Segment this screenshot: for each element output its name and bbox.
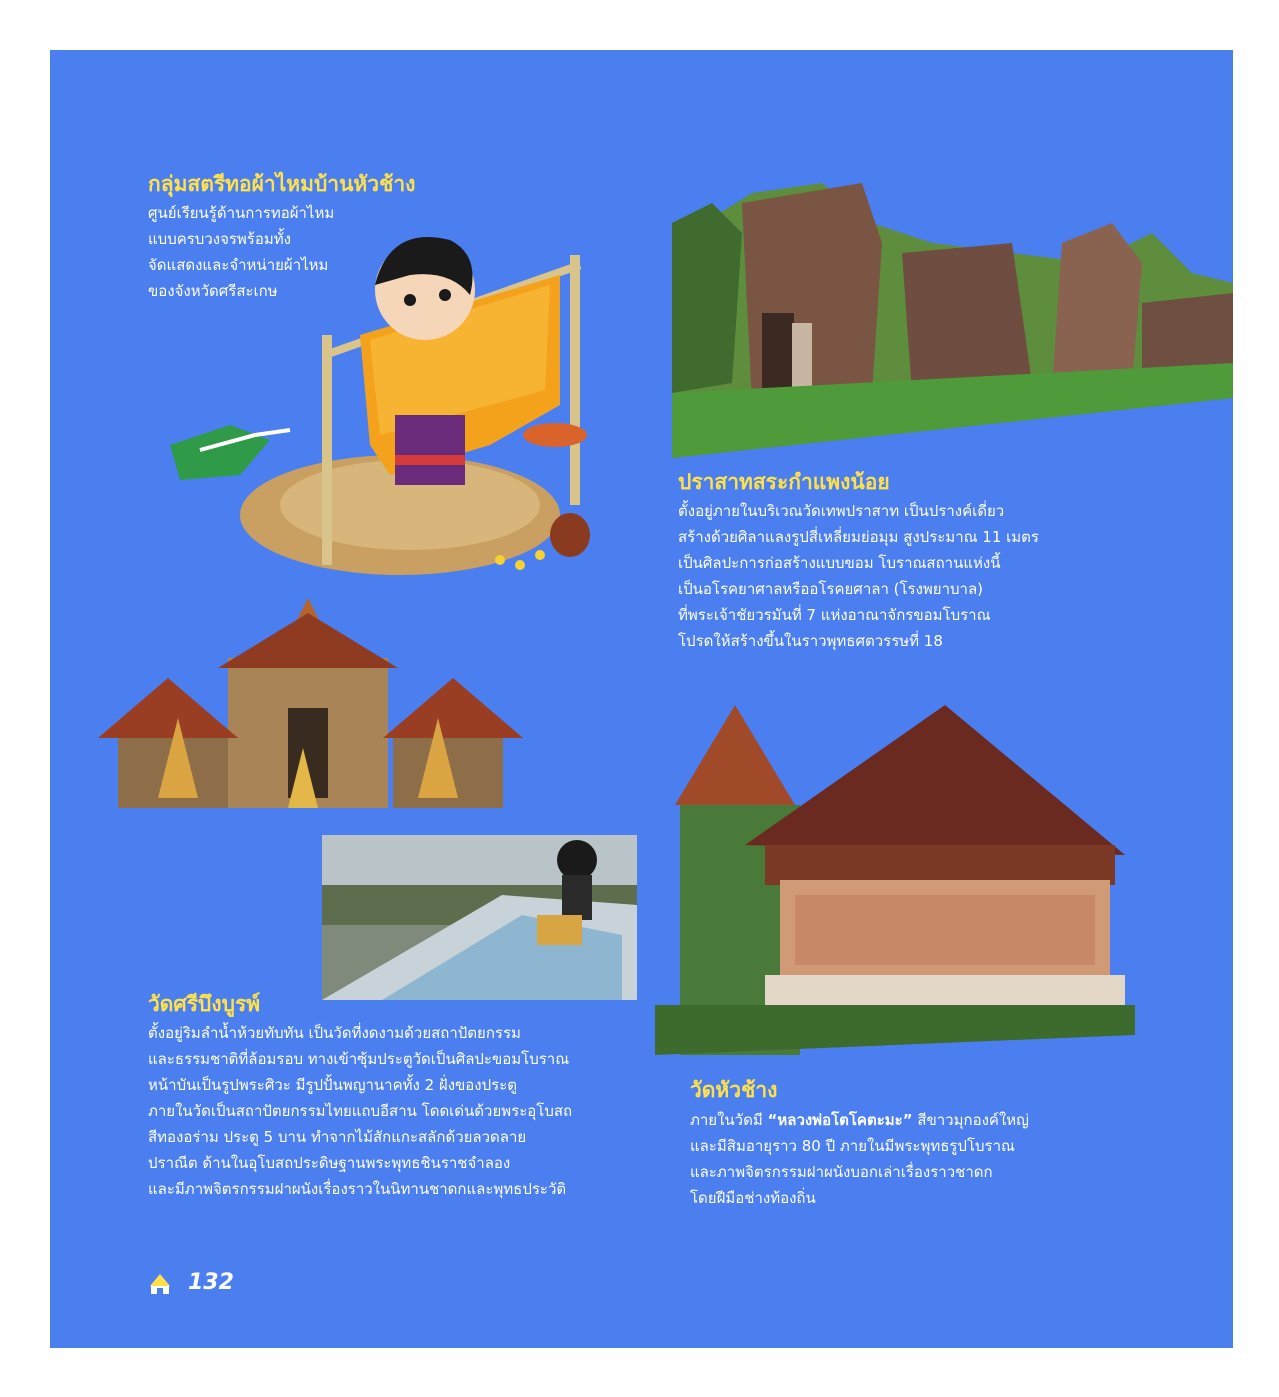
text-line: สร้างด้วยศิลาแลงรูปสี่เหลี่ยมย่อมุม สูงประมาณ 11 เมตร (678, 528, 1039, 546)
text-line: จัดแสดงและจำหน่ายผ้าไหม (148, 256, 329, 274)
text-line: แบบครบวงจรพร้อมทั้ง (148, 230, 291, 248)
text-fragment: ภายในวัดมี (690, 1111, 768, 1129)
text-fragment: สีขาวมุกองค์ใหญ่ (912, 1111, 1029, 1129)
section-title-weaving-group: กลุ่มสตรีทอผ้าไหมบ้านหัวช้าง (148, 172, 416, 196)
text-line: ภายในวัดเป็นสถาปัตยกรรมไทยแถบอีสาน โดดเด่นด้วยพระอุโบสถ (148, 1102, 573, 1120)
text-line: ศูนย์เรียนรู้ด้านการทอผ้าไหม (148, 204, 335, 222)
text-line: โดยฝีมือช่างท้องถิ่น (690, 1189, 816, 1207)
wat-si-bueng-burapha-photo (98, 598, 523, 826)
text-line: ตั้งอยู่ริมลำน้ำห้วยทับทัน เป็นวัดที่งดงามด้วยสถาปัตยกรรม (148, 1024, 521, 1042)
prasat-photo (672, 183, 1233, 458)
section-text-wat-si-bueng-burapha (148, 1020, 572, 1202)
text-line: เป็นอโรคยาศาลหรืออโรคยศาลา (โรงพยาบาล) (678, 580, 984, 598)
buddha-name: “หลวงพ่อโตโคตะมะ” (767, 1111, 913, 1129)
text-line: และมีสิมอายุราว 80 ปี ภายในมีพระพุทธรูปโบราณ (690, 1137, 1015, 1155)
river-mosaic-photo (322, 805, 637, 1000)
section-title-wat-hua-chang: วัดหัวช้าง (690, 1078, 778, 1102)
text-line: ปราณีต ด้านในอุโบสถประดิษฐานพระพุทธชินราชจำลอง (148, 1154, 511, 1172)
text-line: ตั้งอยู่ภายในบริเวณวัดเทพปราสาท เป็นปรางค์เดี่ยว (678, 502, 1005, 520)
text-line: หน้าบันเป็นรูปพระศิวะ มีรูปปั้นพญานาคทั้ง 2 ฝั่งของประตู (148, 1076, 518, 1094)
page-number: 132 (188, 1270, 234, 1295)
section-text-wat-hua-chang (690, 1107, 1029, 1211)
text-line: โปรดให้สร้างขึ้นในราวพุทธศตวรรษที่ 18 (678, 632, 943, 650)
text-line: และมีภาพจิตรกรรมฝาผนังเรื่องราวในนิทานชาดกและพุทธประวัติ (148, 1180, 567, 1198)
text-line: เป็นศิลปะการก่อสร้างแบบขอม โบราณสถานแห่งนี้ (678, 554, 1001, 572)
section-text-prasat (678, 498, 1039, 654)
temple-icon (146, 1274, 174, 1296)
text-line: และภาพจิตรกรรมฝาผนังบอกเล่าเรื่องราวชาดก (690, 1163, 993, 1181)
text-line: และธรรมชาติที่ล้อมรอบ ทางเข้าซุ้มประตูวัดเป็นศิลปะขอมโบราณ (148, 1050, 570, 1068)
wat-hua-chang-photo (655, 705, 1135, 1055)
magazine-page (50, 50, 1233, 1348)
section-title-wat-si-bueng-burapha: วัดศรีบึงบูรพ์ (148, 992, 261, 1016)
section-title-prasat: ปราสาทสระกำแพงน้อย (678, 470, 890, 494)
text-line: สีทองอร่าม ประตู 5 บาน ทำจากไม้สักแกะสลักด้วยลวดลาย (148, 1128, 527, 1146)
text-line (690, 1107, 1029, 1133)
text-line: ที่พระเจ้าชัยวรมันที่ 7 แห่งอาณาจักรขอมโบราณ (678, 606, 991, 624)
text-line: ของจังหวัดศรีสะเกษ (148, 282, 278, 300)
weaving-girl-illustration (160, 215, 600, 595)
